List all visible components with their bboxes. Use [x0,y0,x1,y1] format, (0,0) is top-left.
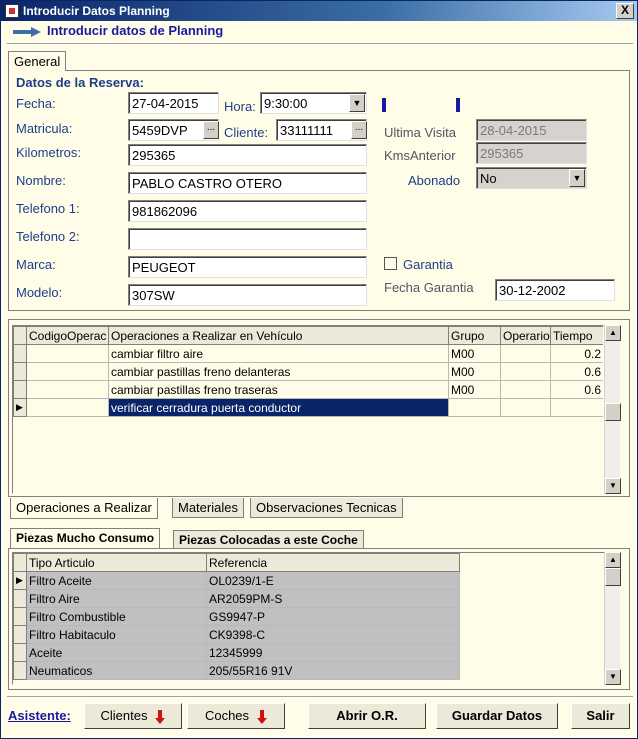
table-row[interactable] [14,572,460,590]
abrir-or-button[interactable]: Abrir O.R. [308,703,426,729]
telefono1-label: Telefono 1: [16,201,80,216]
kilometros-label: Kilometros: [16,145,82,160]
garantia-checkbox[interactable] [384,257,397,270]
cell-ref[interactable]: CK9398-C [207,626,460,644]
cell-tipo[interactable]: Filtro Habitaculo [27,626,207,644]
salir-button[interactable]: Salir [571,703,630,729]
telefono2-label: Telefono 2: [16,229,80,244]
cell-grupo[interactable]: M00 [449,381,501,399]
table-row[interactable] [14,644,460,662]
scroll-down-icon[interactable]: ▼ [605,669,621,685]
close-button[interactable]: X [616,3,634,19]
fecha-field[interactable]: 27-04-2015 [128,92,219,114]
cell-ref[interactable]: OL0239/1-E [207,572,460,590]
kms-anterior-field: 295365 [476,142,587,164]
cell-grupo[interactable] [449,399,501,417]
column-header[interactable]: Grupo [449,327,501,345]
table-row[interactable] [14,399,604,417]
tab-observaciones[interactable]: Observaciones Tecnicas [250,498,403,518]
cell-codigo[interactable] [27,363,109,381]
operations-grid [12,325,604,494]
cliente-label: Cliente: [224,125,269,140]
row-selector[interactable] [14,363,27,381]
cell-grupo[interactable]: M00 [449,363,501,381]
divider [7,696,633,698]
table-row[interactable] [14,363,604,381]
abonado-value: No [480,171,497,186]
matricula-label: Matricula: [16,121,73,136]
scroll-up-icon[interactable]: ▲ [605,552,621,568]
coches-button[interactable] [187,703,285,729]
row-selector[interactable] [14,644,27,662]
cell-operario[interactable] [501,399,551,417]
cell-operario[interactable] [501,345,551,363]
clientes-button[interactable] [84,703,182,729]
kms-anterior-label: KmsAnterior [384,148,456,163]
page-title: Introducir datos de Planning [47,23,224,38]
marca-label: Marca: [16,257,56,272]
pieces-scrollbar[interactable] [604,552,620,685]
fecha-garantia-field[interactable]: 30-12-2002 [495,279,615,301]
marker-bar-right [456,98,460,112]
asistente-link[interactable]: Asistente: [8,708,71,723]
scroll-up-icon[interactable]: ▲ [605,325,621,341]
table-row[interactable] [14,345,604,363]
pieces-grid [12,552,605,685]
kilometros-field[interactable]: 295365 [128,144,367,166]
table-row[interactable] [14,608,460,626]
column-header[interactable]: CodigoOperac [27,327,109,345]
cell-operacion[interactable]: cambiar pastillas freno delanteras [109,363,449,381]
cell-tipo[interactable]: Aceite [27,644,207,662]
divider [7,43,633,45]
cliente-value: 33111111 [280,123,334,138]
cell-tipo[interactable]: Filtro Combustible [27,608,207,626]
nombre-field[interactable]: PABLO CASTRO OTERO [128,172,367,194]
cell-grupo[interactable]: M00 [449,345,501,363]
scroll-thumb[interactable] [605,403,621,421]
arrow-down-icon [257,710,267,724]
cell-operario[interactable] [501,381,551,399]
cell-tiempo[interactable] [551,399,604,417]
hora-dropdown-button[interactable]: ▼ [349,94,365,112]
telefono1-field[interactable]: 981862096 [128,200,367,222]
arrow-right-icon [13,27,41,37]
fecha-garantia-label: Fecha Garantia [384,280,474,295]
tab-operaciones[interactable]: Operaciones a Realizar [10,498,158,519]
scroll-thumb[interactable] [605,568,621,586]
marca-field[interactable]: PEUGEOT [128,256,367,278]
column-header[interactable]: Tiempo [551,327,604,345]
table-row[interactable] [14,590,460,608]
column-header [14,327,27,345]
cell-tiempo[interactable]: 0.2 [551,345,604,363]
abonado-label: Abonado [408,173,461,188]
matricula-search-button[interactable]: ... [203,121,219,139]
telefono2-field[interactable] [128,228,367,250]
cell-ref[interactable]: AR2059PM-S [207,590,460,608]
title-bar [1,1,637,21]
garantia-label: Garantia [403,257,453,272]
cliente-search-button[interactable]: ... [351,121,367,139]
cell-tiempo[interactable]: 0.6 [551,381,604,399]
tab-piezas-mucho-consumo[interactable]: Piezas Mucho Consumo [10,528,160,548]
row-selector[interactable] [14,590,27,608]
current-row-indicator[interactable]: ▶ [14,572,27,590]
row-selector[interactable] [14,662,27,680]
tab-materiales[interactable]: Materiales [172,498,244,518]
modelo-field[interactable]: 307SW [128,284,367,306]
arrow-down-icon [155,710,165,724]
guardar-datos-button[interactable]: Guardar Datos [436,703,558,729]
marker-bar-left [382,98,386,112]
clientes-label: Clientes [100,708,148,723]
coches-label: Coches [204,708,250,723]
table-row[interactable] [14,662,460,680]
cell-operacion[interactable]: cambiar filtro aire [109,345,449,363]
column-header[interactable]: Operaciones a Realizar en Vehículo [109,327,449,345]
cell-operacion[interactable]: cambiar pastillas freno traseras [109,381,449,399]
nombre-label: Nombre: [16,173,66,188]
hora-label: Hora: [224,99,256,114]
matricula-value: 5459DVP [132,123,188,138]
row-selector[interactable] [14,626,27,644]
column-header[interactable]: Referencia [207,554,460,572]
tab-piezas-colocadas[interactable]: Piezas Colocadas a este Coche [173,530,364,548]
ultima-visita-field: 28-04-2015 [476,119,587,141]
window-title: Introducir Datos Planning [23,4,170,18]
fecha-label: Fecha: [16,96,56,111]
column-header[interactable]: Operario [501,327,551,345]
cell-codigo[interactable] [27,399,109,417]
cell-ref[interactable]: GS9947-P [207,608,460,626]
column-header [14,554,27,572]
cell-tiempo[interactable]: 0.6 [551,363,604,381]
cell-operacion[interactable]: verificar cerradura puerta conductor [109,399,449,417]
table-row[interactable] [14,626,460,644]
row-selector[interactable] [14,608,27,626]
current-row-indicator[interactable]: ▶ [14,399,27,417]
cell-ref[interactable]: 205/55R16 91V [207,662,460,680]
cell-codigo[interactable] [27,381,109,399]
row-selector[interactable] [14,381,27,399]
modelo-label: Modelo: [16,285,63,300]
cell-operario[interactable] [501,363,551,381]
app-icon [5,4,19,18]
cell-ref[interactable]: 12345999 [207,644,460,662]
cell-tipo[interactable]: Filtro Aire [27,590,207,608]
column-header[interactable]: Tipo Articulo [27,554,207,572]
table-row[interactable] [14,381,604,399]
cell-tipo[interactable]: Filtro Aceite [27,572,207,590]
tab-general[interactable]: General [8,51,66,71]
cell-tipo[interactable]: Neumaticos [27,662,207,680]
operations-scrollbar[interactable] [604,325,620,494]
cell-codigo[interactable] [27,345,109,363]
row-selector[interactable] [14,345,27,363]
ultima-visita-label: Ultima Visita [384,125,457,140]
scroll-down-icon[interactable]: ▼ [605,478,621,494]
abonado-dropdown-button[interactable]: ▼ [569,169,585,187]
section-title: Datos de la Reserva: [16,75,144,90]
hora-value: 9:30:00 [264,96,308,111]
